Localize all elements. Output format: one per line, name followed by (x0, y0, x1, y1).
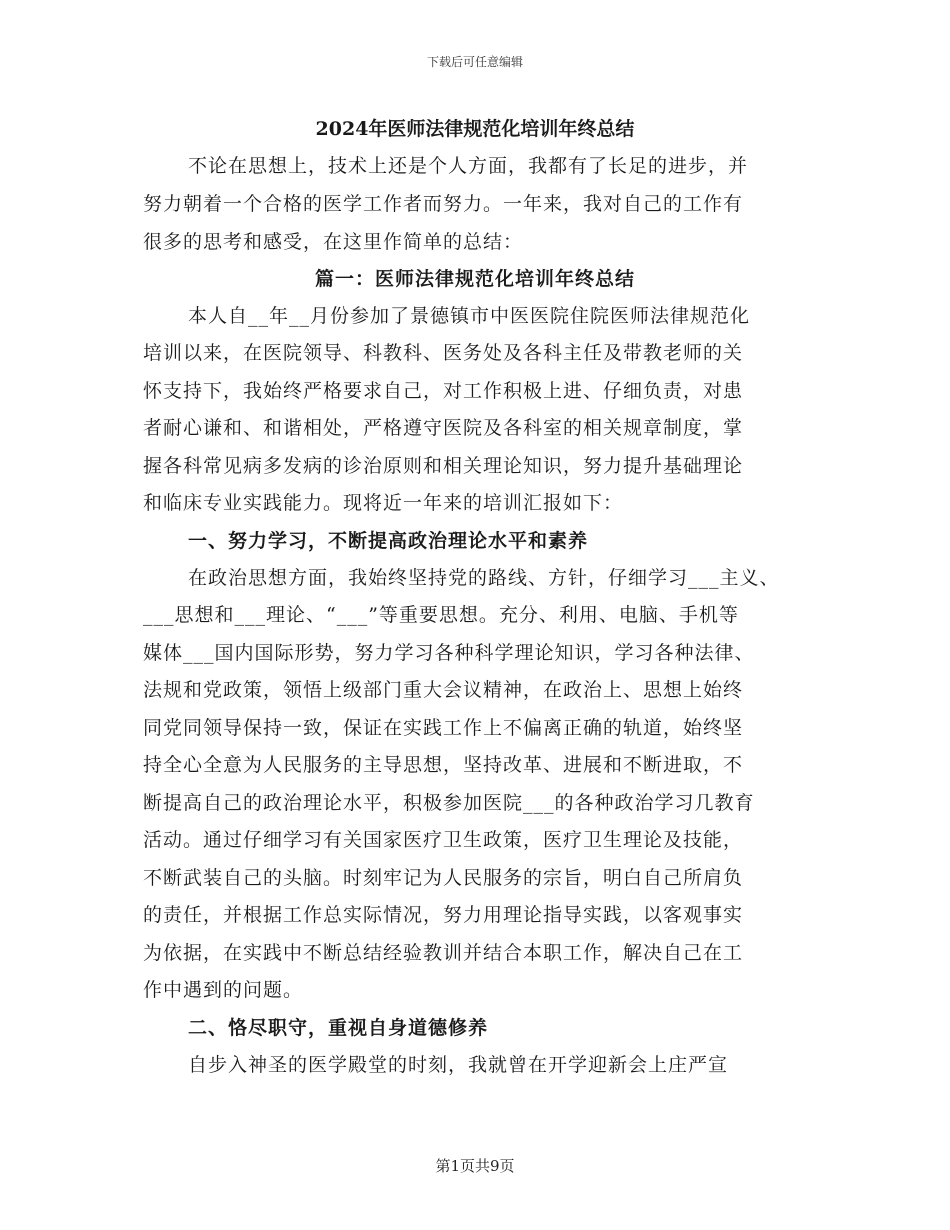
paragraph-line: ___思想和___理论、“___”等重要思想。充分、利用、电脑、手机等 (143, 604, 739, 626)
paragraph-line: 者耐心谦和、和谐相处，严格遵守医院及各科室的相关规章制度，掌 (143, 417, 744, 439)
page-header: 下载后可任意编辑 (426, 55, 523, 69)
heading-2: 二、恪尽职守，重视自身道德修养 (188, 1017, 489, 1039)
paragraph-line: 法规和党政策，领悟上级部门重大会议精神，在政治上、思想上始终 (143, 679, 744, 701)
paragraph-line: 作中遇到的问题。 (143, 979, 304, 1001)
paragraph-line: 持全心全意为人民服务的主导思想，坚持改革、进展和不断进取，不 (143, 754, 744, 776)
paragraph-line: 和临床专业实践能力。现将近一年来的培训汇报如下： (143, 492, 624, 514)
paragraph-line: 培训以来，在医院领导、科教科、医务处及各科主任及带教老师的关 (143, 342, 744, 364)
paragraph-line: 握各科常见病多发病的诊治原则和相关理论知识，努力提升基础理论 (143, 455, 744, 477)
paragraph-line: 本人自__年__月份参加了景德镇市中医医院住院医师法律规范化 (188, 305, 751, 327)
intro-line: 很多的思考和感受，在这里作简单的总结： (143, 231, 524, 253)
section-title: 篇一：医师法律规范化培训年终总结 (314, 268, 635, 290)
page-footer: 第1页共9页 (435, 1157, 515, 1175)
paragraph-line: 媒体___国内国际形势，努力学习各种科学理论知识，学习各种法律、 (143, 642, 755, 664)
paragraph-line: 在政治思想方面，我始终坚持党的路线、方针，仔细学习___主义、 (188, 567, 780, 589)
intro-line: 不论在思想上，技术上还是个人方面，我都有了长足的进步，并 (188, 155, 749, 177)
paragraph-line: 怀支持下，我始终严格要求自己，对工作积极上进、仔细负责，对患 (143, 380, 744, 402)
paragraph-line: 活动。通过仔细学习有关国家医疗卫生政策，医疗卫生理论及技能， (143, 829, 744, 851)
paragraph-line: 自步入神圣的医学殿堂的时刻，我就曾在开学迎新会上庄严宣 (188, 1054, 729, 1076)
heading-1: 一、努力学习，不断提高政治理论水平和素养 (188, 530, 589, 552)
paragraph-line: 为依据，在实践中不断总结经验教训并结合本职工作，解决自己在工 (143, 942, 744, 964)
paragraph-line: 不断武装自己的头脑。时刻牢记为人民服务的宗旨，明白自己所肩负 (143, 867, 744, 889)
paragraph-line: 同党同领导保持一致，保证在实践工作上不偏离正确的轨道，始终坚 (143, 717, 744, 739)
intro-line: 努力朝着一个合格的医学工作者而努力。一年来，我对自己的工作有 (143, 193, 744, 215)
paragraph-line: 的责任，并根据工作总实际情况，努力用理论指导实践，以客观事实 (143, 904, 744, 926)
document-title: 2024年医师法律规范化培训年终总结 (315, 118, 635, 140)
paragraph-line: 断提高自己的政治理论水平，积极参加医院___的各种政治学习几教育 (143, 792, 755, 814)
